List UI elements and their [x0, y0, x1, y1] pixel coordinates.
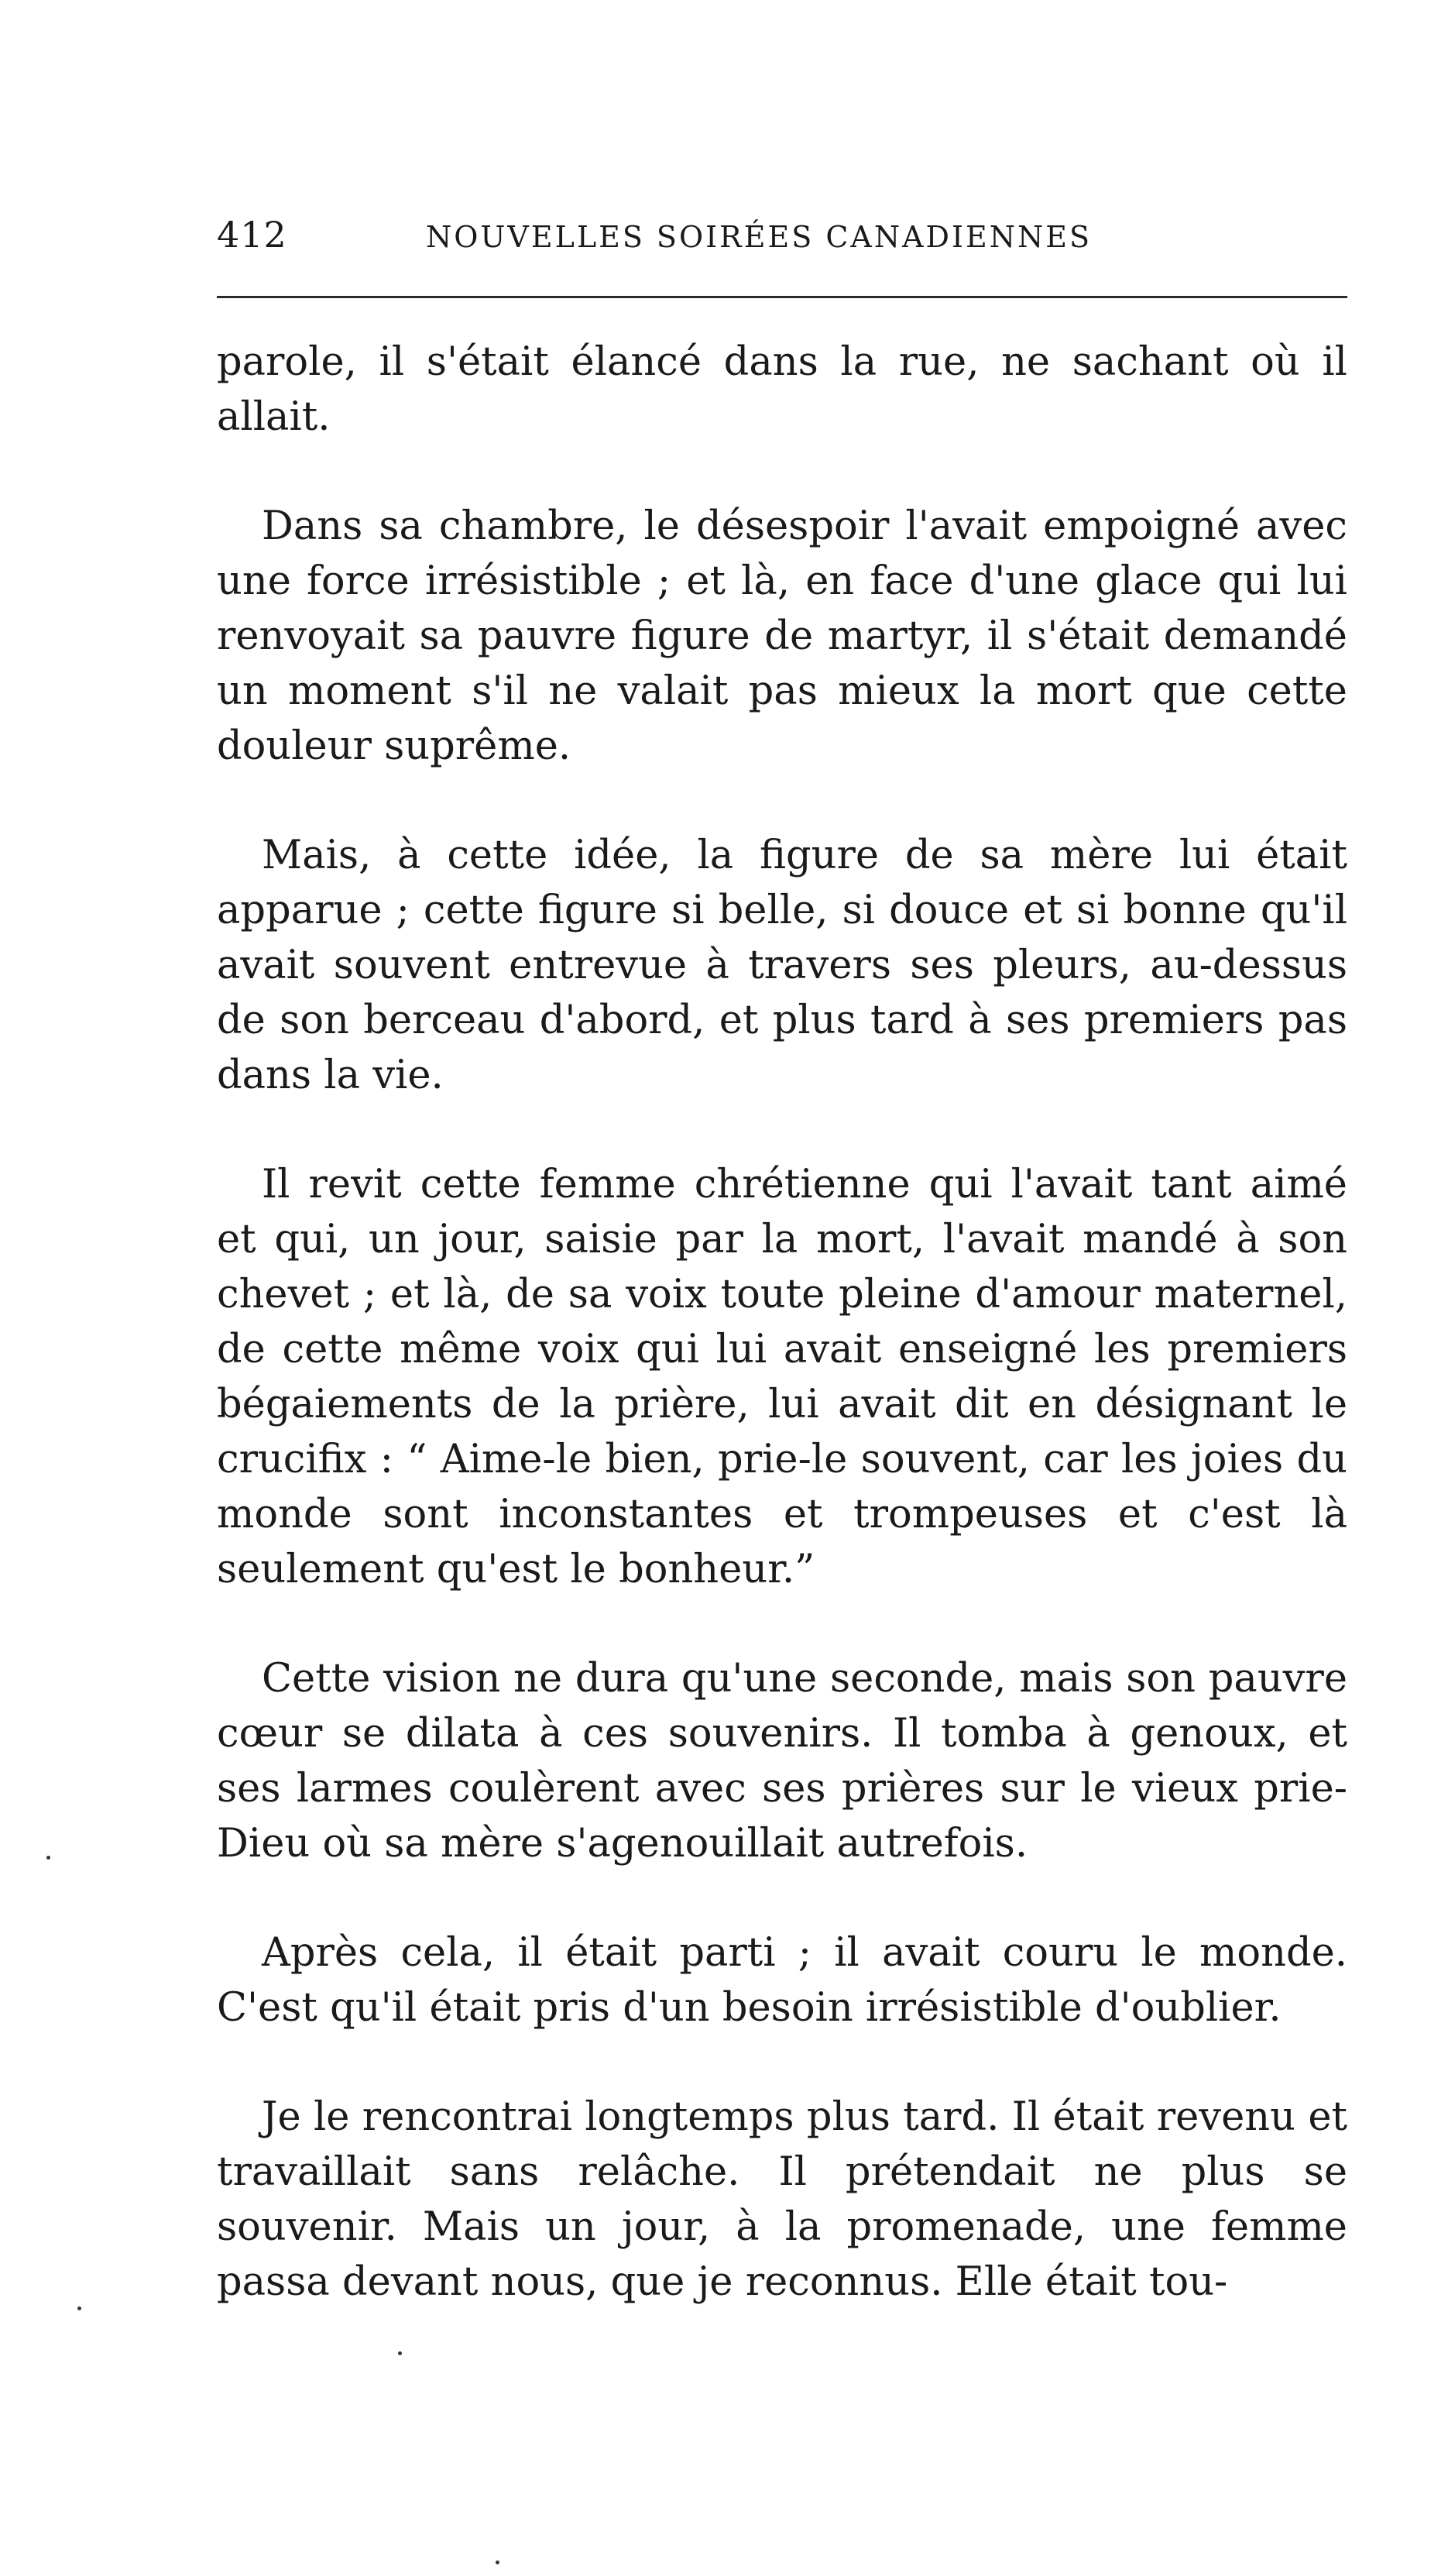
print-speck — [398, 2351, 402, 2355]
paragraph-4: Il revit cette femme chrétienne qui l'avait tant aimé et qui, un jour, saisie par la mort, l'avait mandé à son chevet ; et là, de sa voix toute pleine d'amour maternel, de cette même voix qui lui avait enseigné les premiers bégaiements de la prière, lui avait dit en désignant le crucifix : “ Aime-le bien, prie-le souvent, car les joies du monde sont inconstantes et trompeuses et c'est là seulement qu'est le bonheur.” — [217, 1162, 1347, 1592]
paragraph-7: Je le rencontrai longtemps plus tard. Il était revenu et travaillait sans relâche. Il prétendait ne plus se souvenir. Mais un jour, à la promenade, une femme passa devant nous, que je reconnus. Elle était tou- — [217, 2094, 1347, 2305]
running-title: NOUVELLES SOIRÉES CANADIENNES — [426, 220, 1093, 254]
print-speck — [496, 2561, 499, 2564]
paragraph-2: Dans sa chambre, le désespoir l'avait empoigné avec une force irrésistible ; et là, en face d'une glace qui lui renvoyait sa pauvre figure de martyr, il s'était demandé un moment s'il ne valait pas mieux la mort que cette douleur suprême. — [217, 503, 1347, 769]
paragraph-6: Après cela, il était parti ; il avait couru le monde. C'est qu'il était pris d'un besoin irrésistible d'oublier. — [217, 1930, 1347, 2031]
header-rule — [217, 296, 1347, 298]
print-speck — [77, 2306, 81, 2310]
page-number: 412 — [217, 214, 287, 256]
paragraph-3: Mais, à cette idée, la figure de sa mère lui était apparue ; cette figure si belle, si douce et si bonne qu'il avait souvent entrevue à travers ses pleurs, au-dessus de son berceau d'abord, et plus tard à ses premiers pas dans la vie. — [217, 833, 1347, 1098]
body-text — [217, 335, 1347, 2364]
paragraph-1: parole, il s'était élancé dans la rue, ne sachant où il allait. — [217, 339, 1347, 440]
paragraph-5: Cette vision ne dura qu'une seconde, mais son pauvre cœur se dilata à ces souvenirs. Il tomba à genoux, et ses larmes coulèrent avec ses prières sur le vieux prie-Dieu où sa mère s'agenouillait autrefois. — [217, 1656, 1347, 1867]
print-speck — [46, 1856, 50, 1860]
page-header — [217, 208, 1347, 270]
